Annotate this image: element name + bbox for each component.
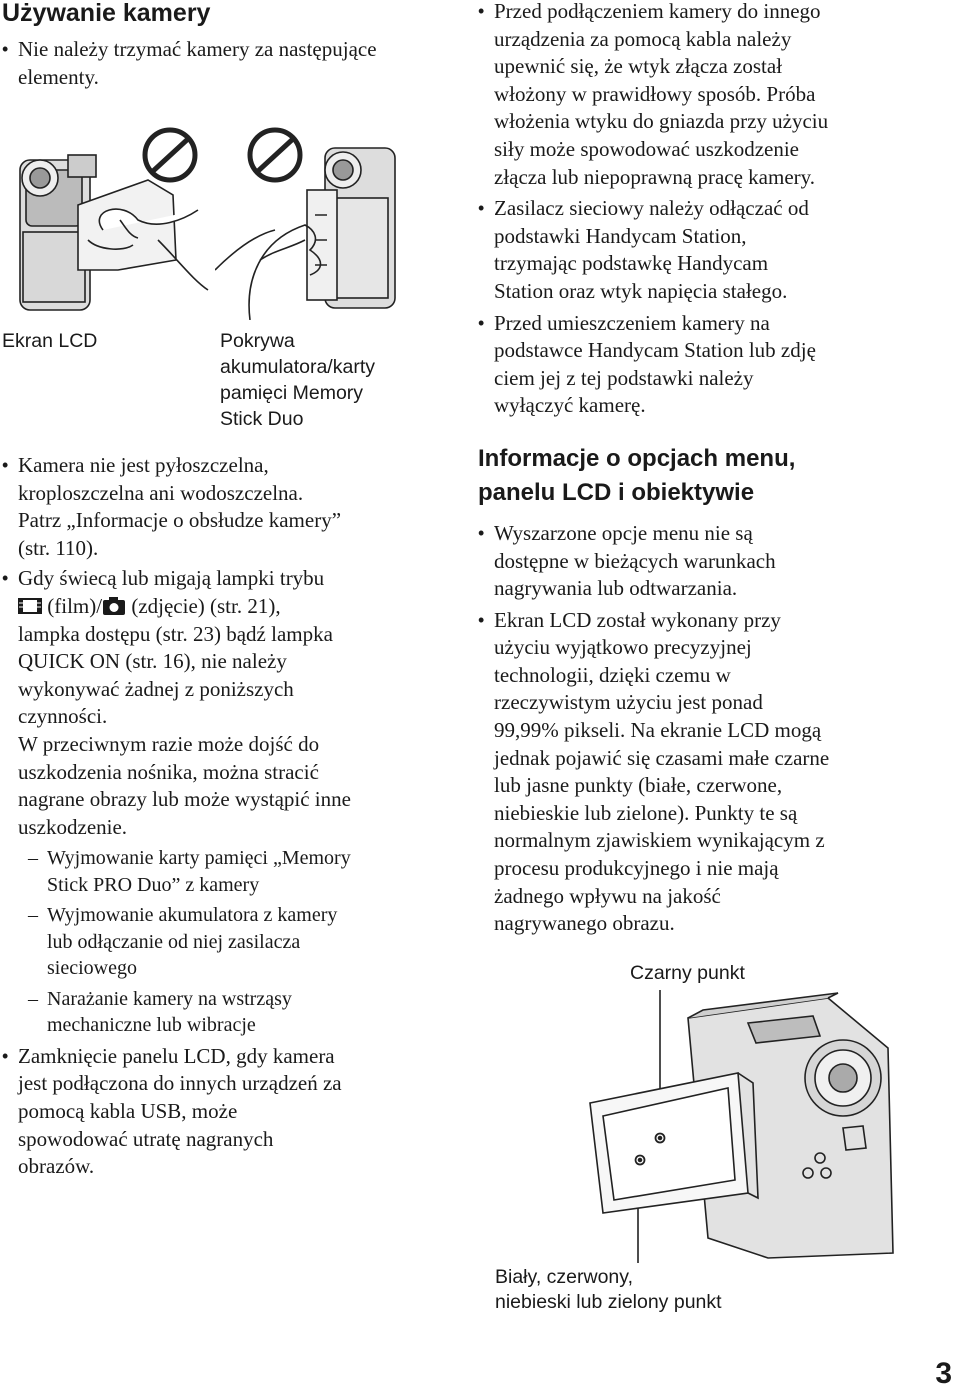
text-line: kroploszczelna ani wodoszczelna. bbox=[18, 480, 304, 505]
text-line: – Wyjmowanie akumulatora z kamery bbox=[47, 904, 338, 927]
subtitle-line2: panelu LCD i obiektywie bbox=[478, 478, 755, 506]
text-line: jest podłączona do innych urządzeń za bbox=[18, 1071, 342, 1096]
dash-battery bbox=[0, 902, 450, 982]
text-line: siły może spowodować uszkodzenie bbox=[494, 136, 800, 161]
section-subtitle bbox=[478, 442, 948, 510]
bullet-adapter bbox=[478, 195, 948, 305]
text-line: podstawce Handycam Station lub zdję bbox=[494, 338, 816, 363]
dash-shock bbox=[0, 986, 450, 1039]
text-line: Stick PRO Duo” z kamery bbox=[47, 873, 260, 896]
left-body bbox=[0, 452, 450, 1181]
text-line: dostępne w bieżących warunkach bbox=[494, 548, 776, 573]
photo-label: (zdjęcie) (str. 21), bbox=[131, 593, 281, 618]
text-line: lub odłączanie od niej zasilacza bbox=[47, 930, 301, 953]
bullet-hold: • Nie należy trzymać kamery za następujące elementy. bbox=[2, 36, 450, 91]
text-line: włożony w prawidłowy sposób. Próba bbox=[494, 81, 816, 106]
text-line: QUICK ON (str. 16), nie należy bbox=[18, 649, 287, 674]
hold-warning bbox=[0, 36, 450, 91]
camera-mode-icon bbox=[102, 596, 126, 616]
illustration-hand-cover bbox=[215, 120, 415, 320]
text-line: • Kamera nie jest pyłoszczelna, bbox=[18, 453, 269, 477]
illustration-camera-lcd bbox=[588, 988, 928, 1263]
text-line: • Ekran LCD został wykonany przy bbox=[494, 607, 781, 632]
text-line bbox=[18, 593, 450, 621]
text-line: urządzenia za pomocą kabla należy bbox=[494, 26, 792, 51]
bullet-usb bbox=[2, 1043, 450, 1181]
text-line: Patrz „Informacje o obsłudze kamery” bbox=[18, 508, 342, 533]
subtitle-line1: Informacje o opcjach menu, bbox=[478, 444, 796, 472]
bullet-lamps bbox=[2, 565, 450, 731]
caption-cover-line1: Pokrywa bbox=[220, 330, 295, 352]
text-line: trzymając podstawkę Handycam bbox=[494, 251, 769, 276]
text-line: obrazów. bbox=[18, 1154, 95, 1179]
text-line: technologii, dzięki czemu w bbox=[494, 662, 731, 687]
text-line: jednak pojawić się czasami małe czarne bbox=[494, 745, 830, 770]
page-title: Używanie kamery bbox=[2, 0, 211, 27]
caption-cover-line3: pamięci Memory bbox=[220, 382, 364, 404]
text-line: nagrywanego obrazu. bbox=[494, 911, 675, 936]
text-line: żadnego wpływu na jakość bbox=[494, 883, 721, 908]
text-line: • Zamknięcie panelu LCD, gdy kamera bbox=[18, 1043, 335, 1068]
text-line: Station oraz wtyk napięcia stałego. bbox=[494, 278, 788, 303]
text-line: podstawki Handycam Station, bbox=[494, 223, 747, 248]
text-line: 99,99% pikseli. Na ekranie LCD mogą bbox=[494, 718, 822, 743]
text-line: wyłączyć kamerę. bbox=[494, 393, 646, 418]
text-line: czynności. bbox=[18, 704, 108, 729]
illustration-hand-lcd bbox=[8, 120, 213, 320]
film-label: (film)/ bbox=[47, 593, 103, 618]
text-line: uszkodzenia nośnika, można stracić bbox=[18, 759, 319, 784]
text-line: wykonywać żadnej z poniższych bbox=[18, 676, 294, 701]
warning-paragraph bbox=[2, 731, 450, 841]
text-line: • Gdy świecą lub migają lampki trybu bbox=[18, 566, 325, 591]
text-line: rzeczywistym użyciu jest ponad bbox=[494, 690, 763, 715]
text-line: – Wyjmowanie karty pamięci „Memory bbox=[47, 847, 351, 870]
text-line: • Przed podłączeniem kamery do innego bbox=[494, 0, 821, 23]
text-line: użyciu wyjątkowo precyzyjnej bbox=[494, 635, 752, 660]
text-line: normalnym zjawiskiem wynikającym z bbox=[494, 828, 825, 853]
bullet-connect bbox=[478, 0, 948, 191]
dash-card bbox=[0, 845, 450, 898]
text-line: (str. 110). bbox=[18, 535, 99, 560]
text-line: nagrywania lub odtwarzania. bbox=[494, 576, 738, 601]
bullet-menu bbox=[478, 520, 948, 603]
text-line: sieciowego bbox=[47, 957, 137, 980]
text-line: niebieskie lub zielone). Punkty te są bbox=[494, 800, 798, 825]
caption-color-dot-line1: Biały, czerwony, bbox=[495, 1266, 633, 1288]
page-number: 3 bbox=[935, 1357, 952, 1390]
text-line: spowodować utratę nagranych bbox=[18, 1126, 274, 1151]
text-line: nagrane obrazy lub może wystąpić inne bbox=[18, 787, 351, 812]
text-line: lampka dostępu (str. 23) bądź lampka bbox=[18, 621, 333, 646]
text-line: W przeciwnym razie może dojść do bbox=[18, 731, 320, 756]
text-line: procesu produkcyjnego i nie mają bbox=[494, 856, 779, 881]
caption-black-dot: Czarny punkt bbox=[630, 962, 745, 984]
caption-color-dot-line2: niebieski lub zielony punkt bbox=[495, 1291, 722, 1313]
text-line: pomocą kabla USB, może bbox=[18, 1099, 238, 1123]
text-line: uszkodzenie. bbox=[18, 814, 128, 839]
caption-lcd: Ekran LCD bbox=[2, 330, 98, 352]
text-line: upewnić się, że wtyk złącza został bbox=[494, 54, 783, 79]
text-line: złącza lub niepoprawną pracę kamery. bbox=[494, 164, 816, 189]
text-line: mechaniczne lub wibracje bbox=[47, 1014, 256, 1037]
right-body bbox=[478, 0, 948, 938]
text-line: ciem jej z tej podstawki należy bbox=[494, 365, 754, 390]
text-line: • Zasilacz sieciowy należy odłączać od bbox=[494, 196, 809, 221]
text-line: • Wyszarzone opcje menu nie są bbox=[494, 520, 753, 545]
bullet-lcd-pixels bbox=[478, 607, 948, 938]
text-line: lub jasne punkty (białe, czerwone, bbox=[494, 773, 783, 798]
caption-cover-line2: akumulatora/karty bbox=[220, 356, 375, 378]
text-line: • Przed umieszczeniem kamery na bbox=[494, 310, 770, 335]
text-line: włożenia wtyku do gniazda przy użyciu bbox=[494, 109, 829, 134]
bullet-station bbox=[478, 310, 948, 420]
text-line: – Narażanie kamery na wstrząsy bbox=[47, 987, 292, 1010]
caption-cover-line4: Stick Duo bbox=[220, 408, 304, 430]
bullet-dust bbox=[2, 452, 450, 562]
film-mode-icon bbox=[18, 596, 42, 616]
